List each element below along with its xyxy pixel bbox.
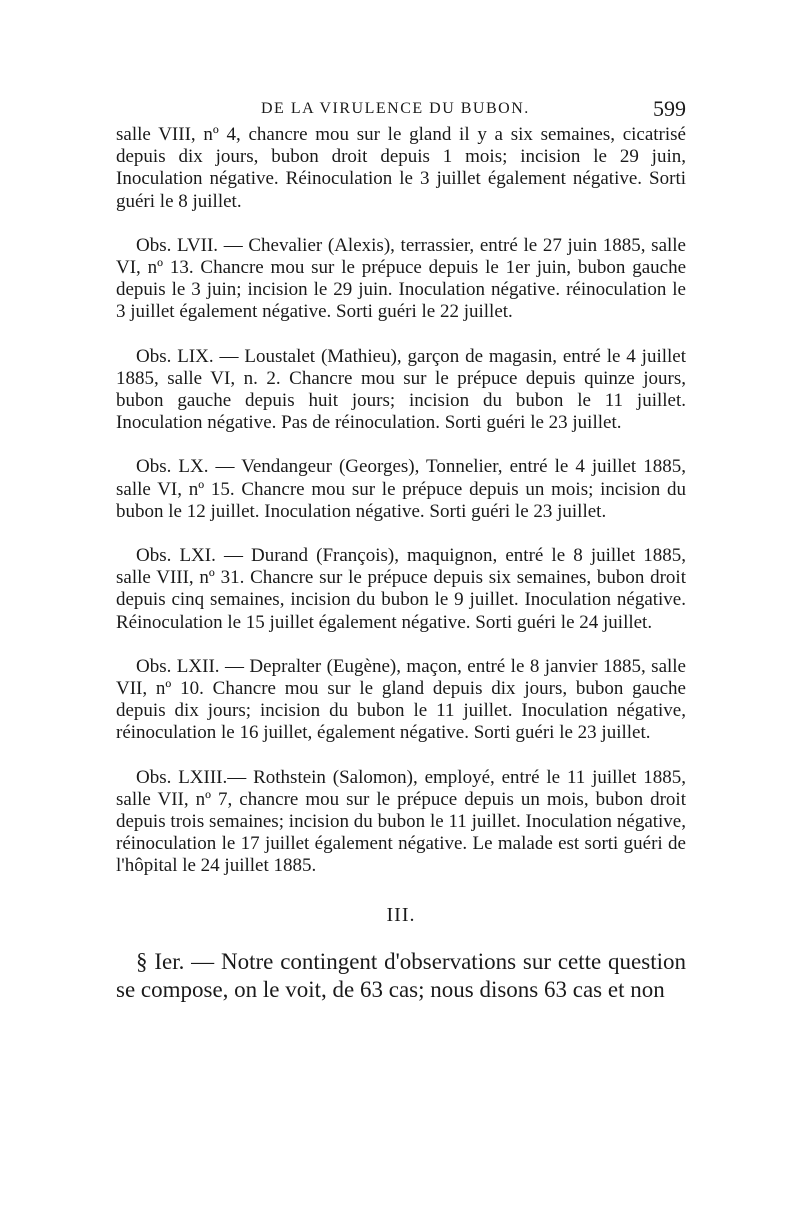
observation-paragraph: Obs. LVII. — Chevalier (Alexis), terrassier, entré le 27 juin 1885, salle VI, nº 13. Chancre mou sur le prépuce depuis le 1er juin, bubon gauche depuis le 3 juin; incision le 29 juin. Inoculation négative. réinoculation le 3 juillet également négative. Sorti guéri le 22 juillet. [116, 234, 686, 323]
section-intro-paragraph: § Ier. — Notre contingent d'observations sur cette question se compose, on le voit, de 63 cas; nous disons 63 cas et non [116, 948, 686, 1002]
observation-paragraph: salle VIII, nº 4, chancre mou sur le gland il y a six semaines, cicatrisé depuis dix jours, bubon droit depuis 1 mois; incision le 29 juin, Inoculation négative. Réinoculation le 3 juillet également négative. Sorti guéri le 8 juillet. [116, 124, 686, 212]
section-heading: III. [386, 903, 416, 926]
observation-paragraph: Obs. LXI. — Durand (François), maquignon, entré le 8 juillet 1885, salle VIII, nº 31. Chancre sur le prépuce depuis six semaines, bubon droit depuis cinq semaines, incision du bubon le 9 juillet. Inoculation négative. Réinoculation le 15 juillet également négative. Sorti guéri le 24 juillet. [116, 545, 686, 633]
observation-paragraph: Obs. LX. — Vendangeur (Georges), Tonnelier, entré le 4 juillet 1885, salle VI, nº 15. Chancre mou sur le prépuce depuis un mois; incision du bubon le 12 juillet. Inoculation négative. Sorti guéri le 23 juillet. [116, 456, 686, 522]
running-title: DE LA VIRULENCE DU BUBON. [261, 100, 530, 117]
observation-paragraph: Obs. LXIII.— Rothstein (Salomon), employé, entré le 11 juillet 1885, salle VII, nº 7, chancre mou sur le prépuce depuis un mois, bubon droit depuis trois semaines; incision du bubon le 11 juillet. Inoculation négative, réinoculation le 17 juillet également négative. Le malade est sorti guéri de l'hôpital le 24 juillet 1885. [116, 766, 686, 877]
observation-paragraph: Obs. LXII. — Depralter (Eugène), maçon, entré le 8 janvier 1885, salle VII, nº 10. Chancre mou sur le gland depuis dix jours, bubon gauche depuis dix jours; incision du bubon le 11 juillet. Inoculation négative, réinoculation le 16 juillet, également négative. Sorti guéri le 23 juillet. [116, 655, 686, 744]
page-header [116, 98, 686, 126]
page-number: 599 [653, 96, 686, 121]
body-text [116, 124, 686, 1004]
observation-paragraph: Obs. LIX. — Loustalet (Mathieu), garçon de magasin, entré le 4 juillet 1885, salle VI, n. 2. Chancre mou sur le prépuce depuis quinze jours, bubon gauche depuis huit jours; incision du bubon le 11 juillet. Inoculation négative. Pas de réinoculation. Sorti guéri le 23 juillet. [116, 345, 686, 434]
